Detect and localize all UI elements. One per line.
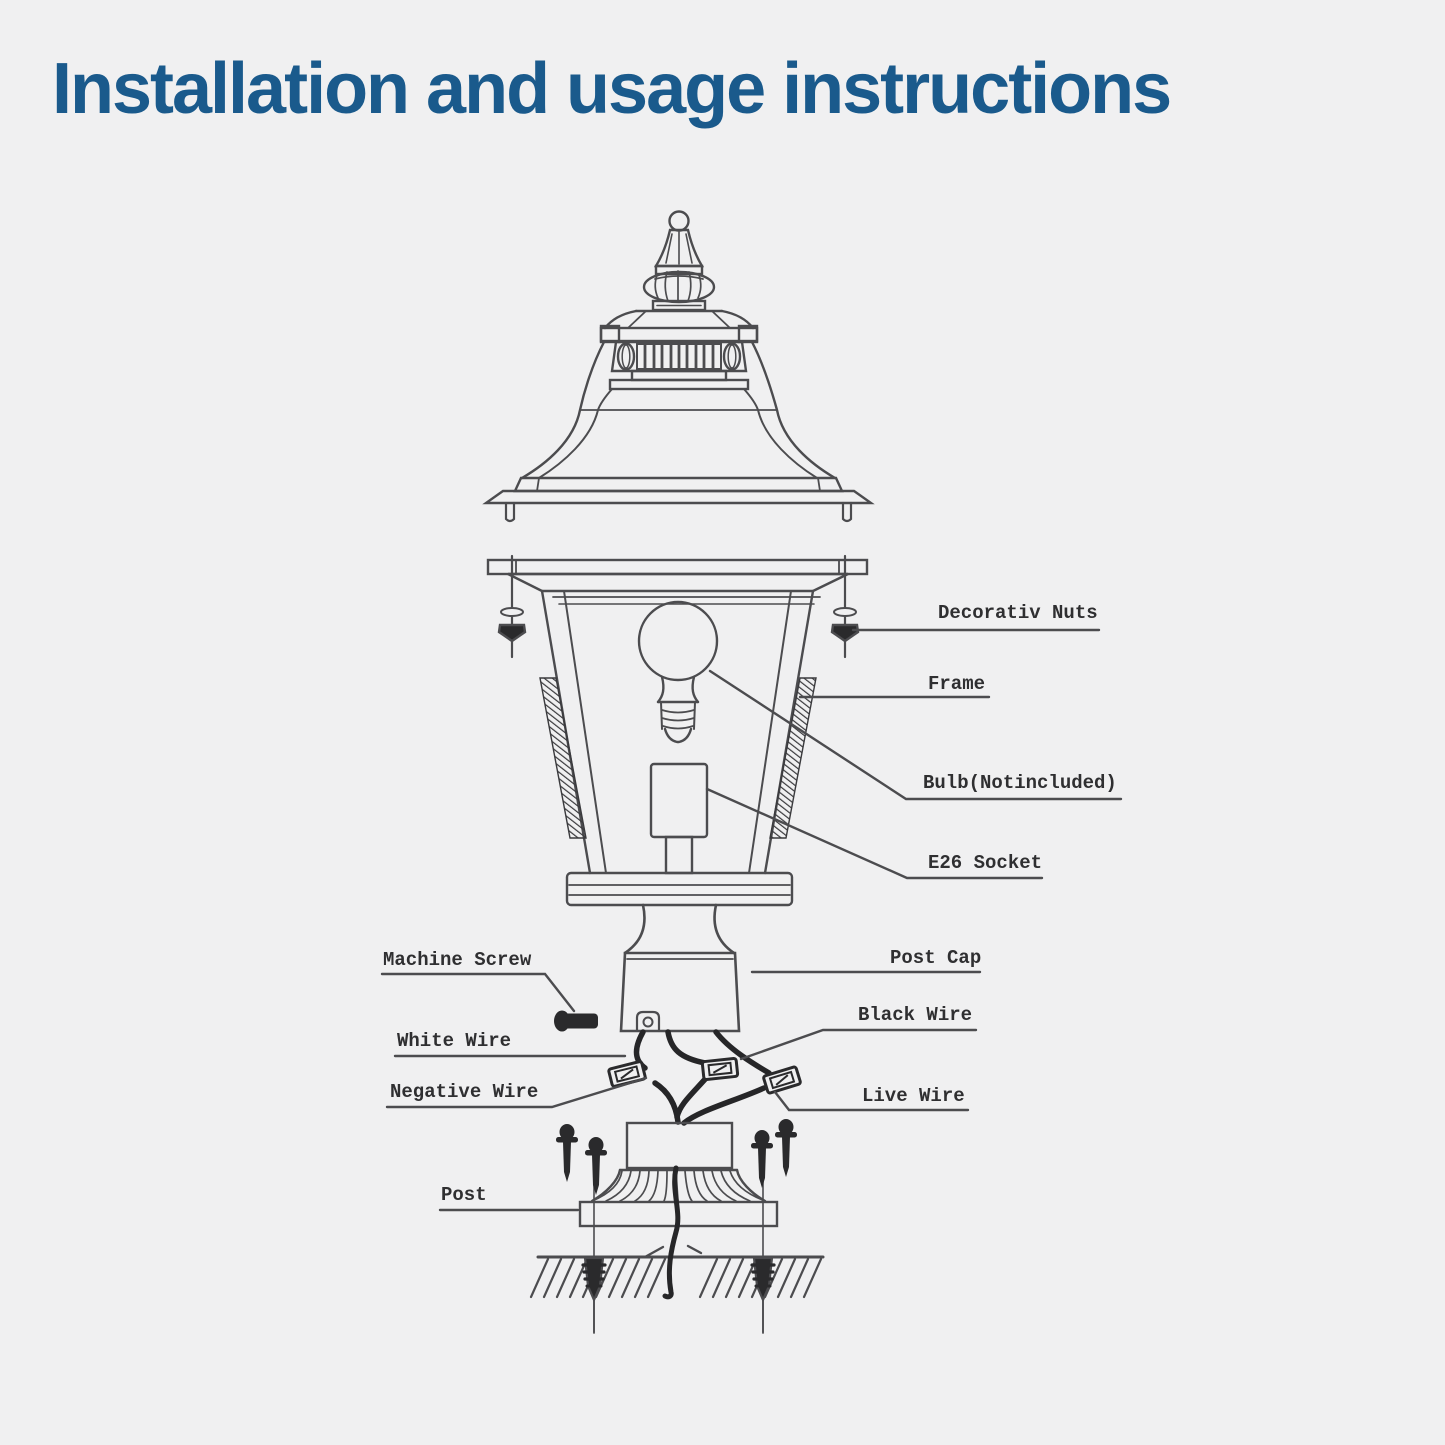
supply-wire-drawing	[645, 1168, 701, 1297]
post-cap-drawing	[621, 905, 739, 1031]
colonnade-drawing	[610, 342, 748, 389]
lantern-body-drawing	[488, 556, 867, 905]
label-decorative-nuts: Decorativ Nuts	[938, 602, 1098, 624]
mounting-screw-4	[775, 1119, 797, 1177]
leader-black-wire	[741, 1030, 976, 1059]
decorative-nut-right	[832, 556, 858, 657]
label-white-wire: White Wire	[397, 1030, 512, 1052]
bulb-drawing	[639, 602, 717, 742]
label-black-wire: Black Wire	[858, 1004, 973, 1026]
label-socket: E26 Socket	[928, 852, 1043, 874]
post-flare	[592, 1170, 765, 1201]
ground-screw-left	[583, 1258, 605, 1333]
dome-drawing	[601, 311, 757, 342]
ground-hatch	[531, 1259, 821, 1297]
wire-connector-middle	[702, 1058, 738, 1079]
decorative-nut-left	[499, 556, 525, 657]
lantern-frame-bars	[540, 591, 816, 873]
ground-screw-right	[752, 1258, 774, 1333]
label-bulb: Bulb(Notincluded)	[923, 772, 1117, 794]
label-post-cap: Post Cap	[890, 947, 982, 969]
black-wire-line	[668, 1032, 705, 1063]
live-wire-line	[684, 1088, 764, 1123]
mounting-screw-2	[585, 1137, 607, 1195]
post-box	[627, 1123, 732, 1168]
leader-machine-screw	[382, 974, 574, 1011]
finial-drawing	[644, 212, 714, 311]
leader-lines	[382, 630, 1121, 1210]
socket-drawing	[651, 764, 707, 873]
machine-screw-drawing	[554, 1011, 598, 1032]
roof-cap-drawing	[486, 212, 871, 522]
label-negative-wire: Negative Wire	[390, 1081, 539, 1103]
mounting-screw-1	[556, 1124, 578, 1182]
page-title: Installation and usage instructions	[52, 49, 1171, 129]
lantern-bottom-rim	[567, 873, 792, 905]
label-live-wire: Live Wire	[862, 1085, 965, 1107]
lantern-top-rim	[488, 560, 867, 604]
mounting-screw-3	[751, 1130, 773, 1188]
wire-connectors	[608, 1058, 801, 1093]
ground-drawing	[531, 1257, 823, 1333]
label-frame: Frame	[928, 673, 986, 695]
label-machine-screw: Machine Screw	[383, 949, 532, 971]
label-post: Post	[441, 1184, 487, 1206]
